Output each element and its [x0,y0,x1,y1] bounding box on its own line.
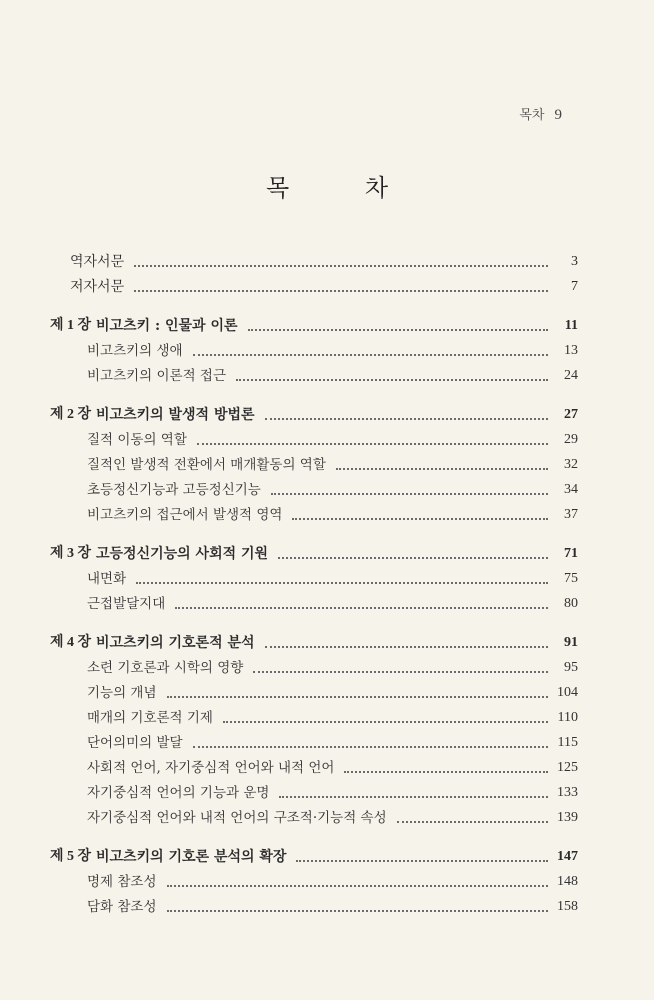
toc-entry-translator-preface[interactable] [50,246,578,271]
toc-section[interactable] [50,777,578,802]
toc-entry-page: 3 [571,254,578,269]
section-title: 단어의미의 발달 [87,735,183,751]
spacer [50,296,578,310]
dot-leader [292,518,548,520]
toc-chapter-1[interactable] [50,310,578,335]
toc-section[interactable] [50,335,578,360]
toc-section[interactable] [50,866,578,891]
section-title: 자기중심적 언어와 내적 언어의 구조적·기능적 속성 [87,810,387,826]
section-title: 자기중심적 언어의 기능과 운명 [87,785,270,801]
dot-leader [197,443,548,445]
chapter-title-text: 비고츠키 : 인물과 이론 [96,318,238,334]
toc-section[interactable] [50,424,578,449]
chapter-page: 91 [564,635,578,650]
dot-leader [236,379,548,381]
section-title: 명제 참조성 [87,874,157,890]
section-page: 75 [564,571,578,586]
section-title: 비고츠키의 이론적 접근 [87,368,226,384]
dot-leader [134,265,548,267]
toc-entry-author-preface[interactable] [50,271,578,296]
toc-section[interactable] [50,702,578,727]
toc-entry-label: 역자서문 [70,254,125,270]
dot-leader [248,329,548,331]
section-title: 사회적 언어, 자기중심적 언어와 내적 언어 [87,760,335,776]
chapter-title [96,634,255,652]
dot-leader [134,290,548,292]
chapter-number: 제 5 장 [50,849,92,864]
section-page: 125 [557,760,578,775]
section-page: 13 [564,343,578,358]
section-page: 104 [557,685,578,700]
section-page: 24 [564,368,578,383]
section-title: 담화 참조성 [87,899,157,915]
chapter-title-text: 고등정신기능의 사회적 기원 [96,546,269,562]
toc-section[interactable] [50,891,578,916]
running-header-section: 목차 [519,108,545,123]
chapter-title [96,545,268,563]
spacer [50,827,578,841]
dot-leader [136,582,548,584]
dot-leader [344,771,548,773]
section-title: 초등정신기능과 고등정신기능 [87,482,261,498]
dot-leader [397,821,548,823]
chapter-title [96,848,286,866]
dot-leader [167,910,549,912]
page-title: 목 차 [266,174,422,202]
chapter-page: 71 [564,546,578,561]
running-header [519,104,562,124]
chapter-title [96,406,255,424]
table-of-contents [50,246,578,916]
dot-leader [193,354,548,356]
page-number: 9 [554,107,562,123]
dot-leader [265,646,548,648]
chapter-title-text: 비고츠키의 발생적 방법론 [96,407,255,423]
toc-chapter-4[interactable] [50,627,578,652]
section-page: 133 [557,785,578,800]
chapter-page: 27 [564,407,578,422]
section-page: 29 [564,432,578,447]
toc-section[interactable] [50,499,578,524]
section-title: 질적 이동의 역할 [87,432,187,448]
toc-chapter-2[interactable] [50,399,578,424]
section-title: 소련 기호론과 시학의 영향 [87,660,244,676]
toc-section[interactable] [50,802,578,827]
toc-section[interactable] [50,677,578,702]
section-page: 37 [564,507,578,522]
spacer [50,613,578,627]
section-page: 34 [564,482,578,497]
chapter-number: 제 4 장 [50,635,92,650]
dot-leader [223,721,548,723]
section-page: 158 [557,899,578,914]
toc-section[interactable] [50,652,578,677]
dot-leader [271,493,548,495]
toc-section[interactable] [50,727,578,752]
dot-leader [336,468,548,470]
dot-leader [167,696,549,698]
toc-section[interactable] [50,360,578,385]
toc-section[interactable] [50,563,578,588]
dot-leader [253,671,548,673]
chapter-number: 제 2 장 [50,407,92,422]
section-title: 내면화 [87,571,127,587]
section-title: 질적인 발생적 전환에서 매개활동의 역할 [87,457,326,473]
section-page: 95 [564,660,578,675]
section-page: 32 [564,457,578,472]
chapter-title-text: 비고츠키의 기호론 분석의 확장 [96,849,287,865]
section-page: 148 [557,874,578,889]
chapter-number: 제 3 장 [50,546,92,561]
section-page: 110 [557,710,578,725]
dot-leader [193,746,548,748]
section-title: 매개의 기호론적 기제 [87,710,213,726]
toc-chapter-5[interactable] [50,841,578,866]
section-title: 기능의 개념 [87,685,157,701]
toc-entry-page: 7 [571,279,578,294]
section-page: 115 [557,735,578,750]
dot-leader [265,418,548,420]
section-title: 비고츠키의 접근에서 발생적 영역 [87,507,283,523]
chapter-page: 147 [557,849,578,864]
toc-section[interactable] [50,474,578,499]
chapter-title-text: 비고츠키의 기호론적 분석 [96,635,255,651]
toc-section[interactable] [50,588,578,613]
chapter-title [96,317,238,335]
spacer [50,524,578,538]
dot-leader [296,860,548,862]
chapter-number: 제 1 장 [50,318,92,333]
section-page: 80 [564,596,578,611]
spacer [50,385,578,399]
section-page: 139 [557,810,578,825]
section-title: 비고츠키의 생애 [87,343,183,359]
toc-section[interactable] [50,752,578,777]
toc-section[interactable] [50,449,578,474]
toc-entry-label: 저자서문 [70,279,125,295]
dot-leader [279,796,548,798]
toc-chapter-3[interactable] [50,538,578,563]
dot-leader [167,885,549,887]
section-title: 근접발달지대 [87,596,166,612]
dot-leader [175,607,548,609]
chapter-page: 11 [564,318,578,333]
dot-leader [278,557,548,559]
